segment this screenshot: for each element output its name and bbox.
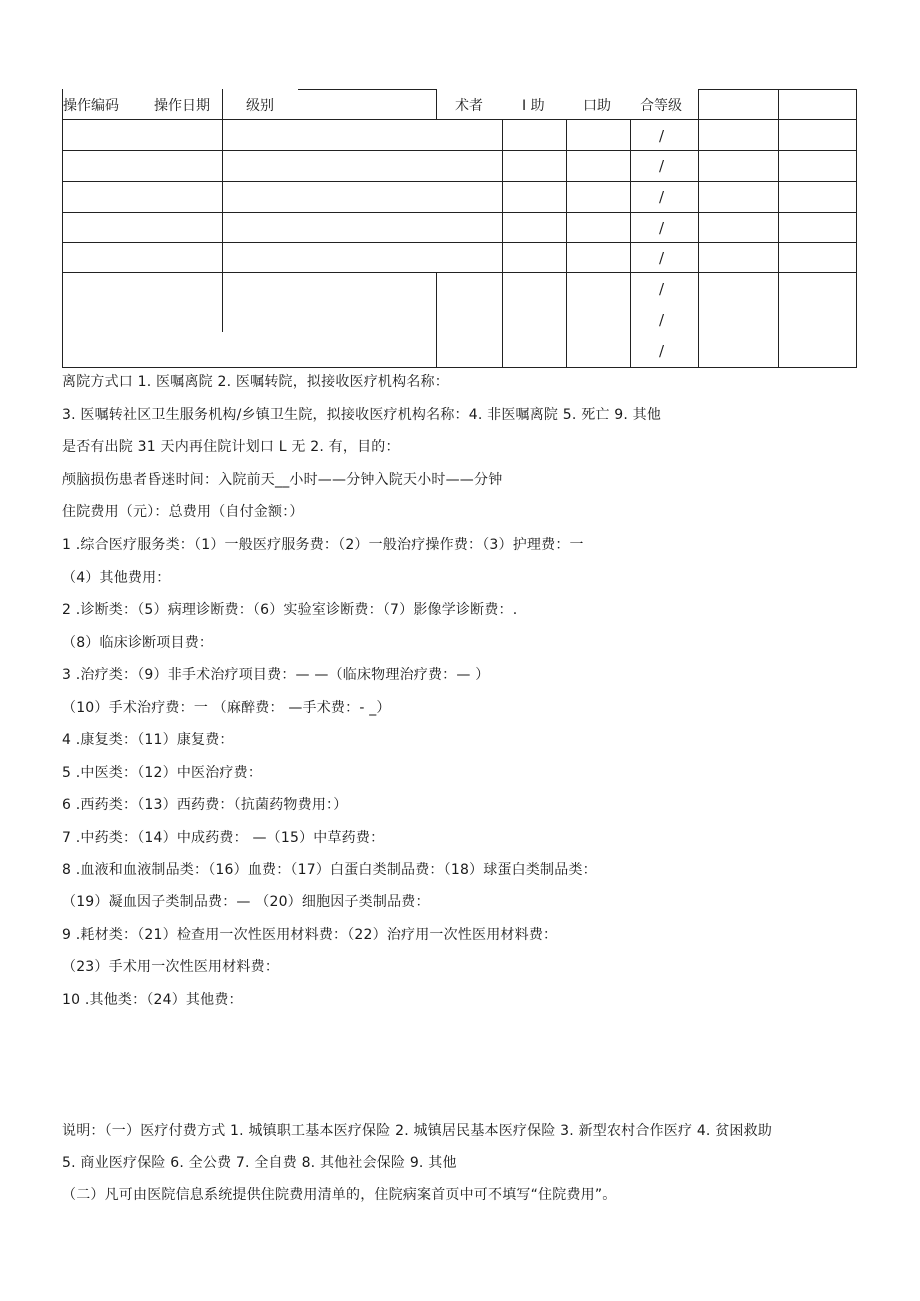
header-heal-grade: 合等级 bbox=[640, 98, 682, 114]
heal-grade-slash: / bbox=[659, 188, 665, 206]
header-op-code: 操作编码 bbox=[63, 98, 119, 114]
cost-item-4: 4 .康复类：（11）康复费： bbox=[62, 732, 234, 748]
cost-item-8b: （19）凝血因子类制品费：— （20）细胞因子类制品费： bbox=[62, 894, 430, 910]
note-payment-method: 说明：（一）医疗付费方式 1. 城镇职工基本医疗保险 2. 城镇居民基本医疗保险 3. 新型农村合作医疗 4. 贫困救助 bbox=[62, 1123, 773, 1139]
header-level: 级别 bbox=[246, 98, 274, 114]
heal-grade-slash: / bbox=[659, 219, 665, 237]
surgery-table bbox=[0, 0, 920, 400]
total-cost-line: 住院费用（元）：总费用（自付金额：） bbox=[62, 504, 304, 520]
header-op-date: 操作日期 bbox=[154, 98, 210, 114]
cost-item-2b: （8）临床诊断项目费： bbox=[62, 635, 214, 651]
cost-item-7: 7 .中药类：（14）中成药费： —（15）中草药费： bbox=[62, 830, 385, 846]
note-payment-method-cont: 5. 商业医疗保险 6. 全公费 7. 全自费 8. 其他社会保险 9. 其他 bbox=[62, 1155, 457, 1171]
header-assist-2: 口助 bbox=[583, 98, 611, 114]
heal-grade-slash: / bbox=[659, 280, 665, 298]
cost-item-9: 9 .耗材类：（21）检查用一次性医用材料费：（22）治疗用一次性医用材料费： bbox=[62, 927, 558, 943]
heal-grade-slash: / bbox=[659, 249, 665, 267]
cost-item-1: 1 .综合医疗服务类：（1）一般医疗服务费：（2）一般治疗操作费：（3）护理费：一 bbox=[62, 537, 584, 553]
discharge-method-line: 离院方式口 1. 医嘱离院 2. 医嘱转院，拟接收医疗机构名称： bbox=[62, 374, 449, 390]
heal-grade-slash: / bbox=[659, 311, 665, 329]
coma-time-line: 颅脑损伤患者昏迷时间：入院前天__小时——分钟入院天小时——分钟 bbox=[62, 472, 503, 488]
surgery-table-grid bbox=[0, 0, 920, 400]
cost-item-10: 10 .其他类：（24）其他费： bbox=[62, 992, 243, 1008]
cost-item-3b: （10）手术治疗费：一 （麻醉费： —手术费：- _） bbox=[62, 700, 391, 716]
discharge-transfer-line: 3. 医嘱转社区卫生服务机构/乡镇卫生院，拟接收医疗机构名称：4. 非医嘱离院 5. 死亡 9. 其他 bbox=[62, 407, 662, 423]
cost-item-3: 3 .治疗类：（9）非手术治疗项目费：— —（临床物理治疗费：— ） bbox=[62, 667, 490, 683]
heal-grade-slash: / bbox=[659, 342, 665, 360]
heal-grade-slash: / bbox=[659, 127, 665, 145]
cost-item-8: 8 .血液和血液制品类：（16）血费：（17）白蛋白类制品费：（18）球蛋白类制品类： bbox=[62, 862, 597, 878]
note-cost-list: （二）凡可由医院信息系统提供住院费用清单的，住院病案首页中可不填写“住院费用”。 bbox=[62, 1187, 617, 1203]
cost-item-1b: （4）其他费用： bbox=[62, 570, 171, 586]
heal-grade-slash: / bbox=[659, 157, 665, 175]
cost-item-5: 5 .中医类：（12）中医治疗费： bbox=[62, 765, 263, 781]
header-surgeon: 术者 bbox=[455, 98, 483, 114]
cost-item-2: 2 .诊断类：（5）病理诊断费：（6）实验室诊断费：（7）影像学诊断费：. bbox=[62, 602, 518, 618]
header-assist-1: I 助 bbox=[522, 98, 545, 114]
readmission-plan-line: 是否有出院 31 天内再住院计划口 L 无 2. 有，目的： bbox=[62, 439, 400, 455]
cost-item-9b: （23）手术用一次性医用材料费： bbox=[62, 959, 280, 975]
cost-item-6: 6 .西药类：（13）西药费：（抗菌药物费用：） bbox=[62, 797, 348, 813]
